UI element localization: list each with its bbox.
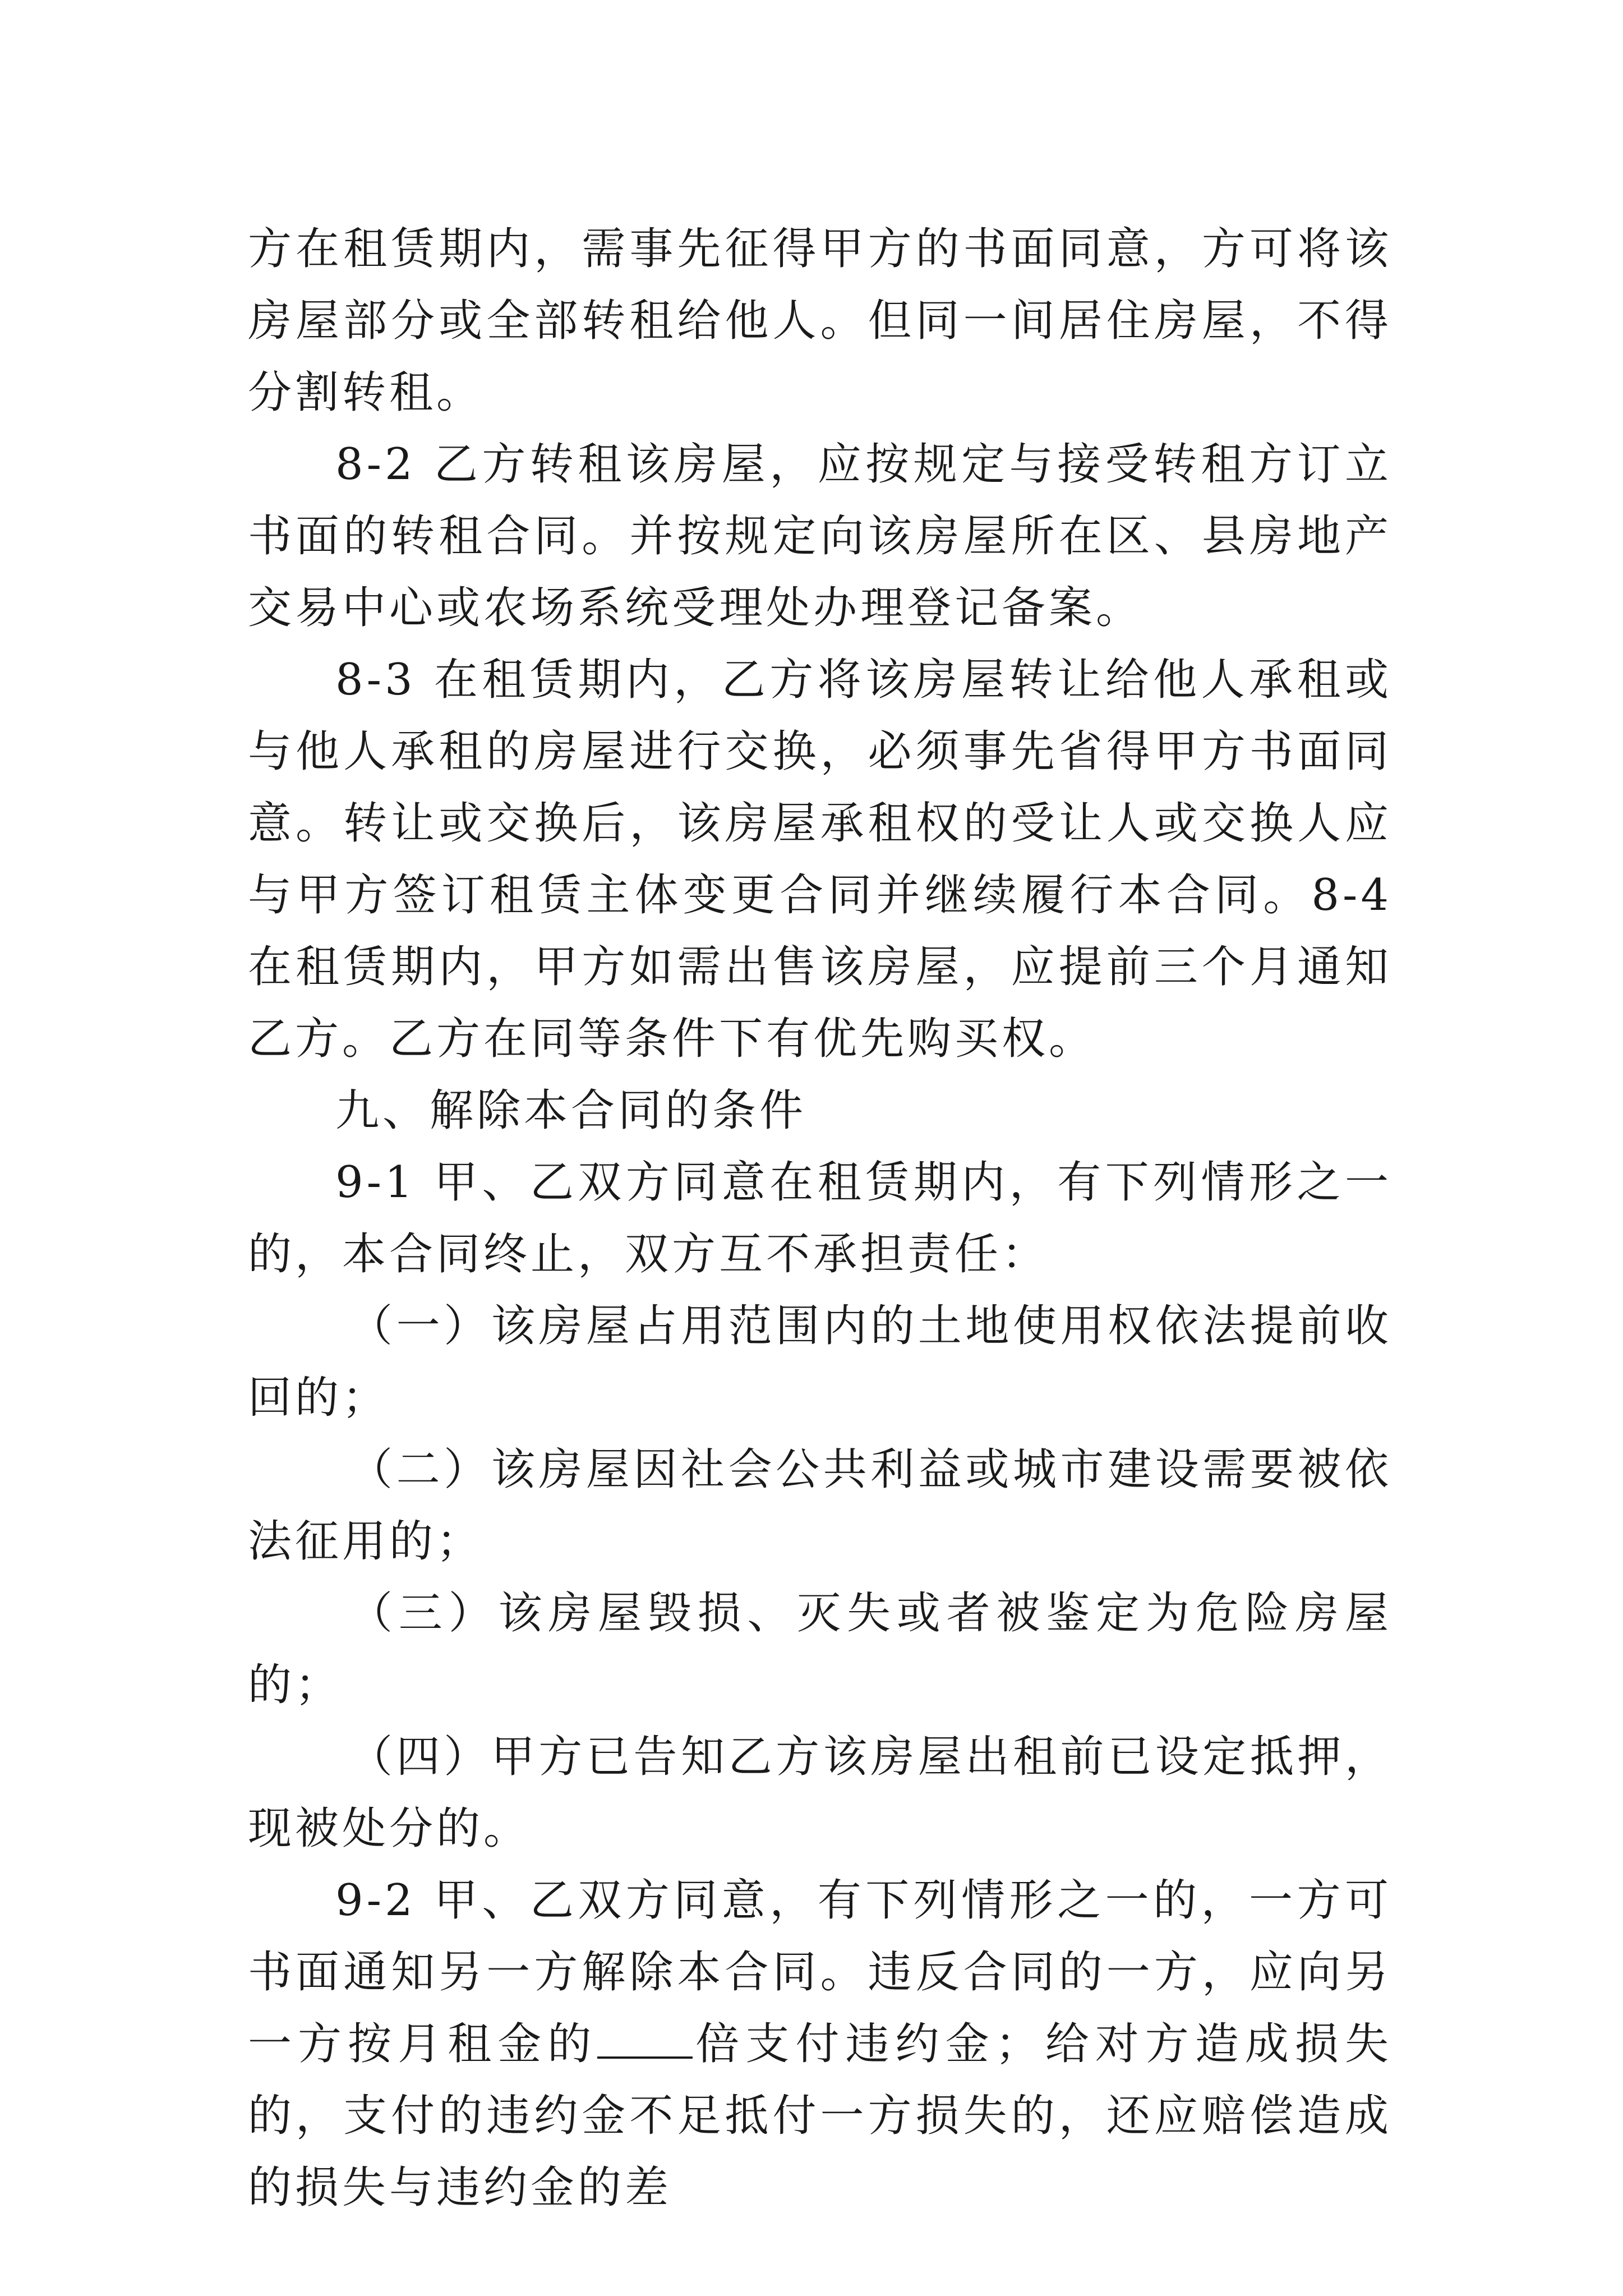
list-item-9-1-3: （三）该房屋毁损、灭失或者被鉴定为危险房屋的； [248,1588,1392,1710]
paragraph-clause-8-2: 8-2 乙方转租该房屋，应按规定与接受转租方订立书面的转租合同。并按规定向该房屋所在区、县房地产交易中心或农场系统受理处办理登记备案。 [248,439,1392,633]
paragraph-continuation-8-1: 方在租赁期内，需事先征得甲方的书面同意，方可将该房屋部分或全部转租给他人。但同一间居住房屋，不得分割转租。 [248,224,1392,418]
list-item-9-1-1: （一）该房屋占用范围内的土地使用权依法提前收回的； [248,1301,1392,1423]
section-heading-9: 九、解除本合同的条件 [335,1085,807,1136]
clause-9-2-text-before: 9-2 甲、乙双方同意，有下列情形之一的，一方可书面通知另一方解除本合同。违反合同的一方，应向另一方按月租金的 [248,1875,1392,2069]
list-item-9-1-4: （四）甲方已告知乙方该房屋出租前已设定抵押，现被处分的。 [248,1732,1392,1854]
clause-9-2-text-after: 倍支付违约金；给对方造成损失的，支付的违约金不足抵付一方损失的，还应赔偿造成的损失与违约金的差 [248,2019,1392,2213]
paragraph-clause-9-2 [248,1865,1392,2224]
document-body [248,213,1392,2224]
list-item-9-1-2: （二）该房屋因社会公共利益或城市建设需要被依法征用的； [248,1444,1392,1567]
penalty-multiplier-blank [597,2017,693,2059]
paragraph-clause-8-3: 8-3 在租赁期内，乙方将该房屋转让给他人承租或与他人承租的房屋进行交换，必须事先省得甲方书面同意。转让或交换后，该房屋承租权的受让人或交换人应与甲方签订租赁主体变更合同并继续履行本合同。8-4 在租赁期内，甲方如需出售该房屋，应提前三个月通知乙方。乙方在同等条件下有优先购买权。 [248,655,1392,1064]
paragraph-clause-9-1: 9-1 甲、乙双方同意在租赁期内，有下列情形之一的，本合同终止，双方互不承担责任： [248,1157,1392,1280]
